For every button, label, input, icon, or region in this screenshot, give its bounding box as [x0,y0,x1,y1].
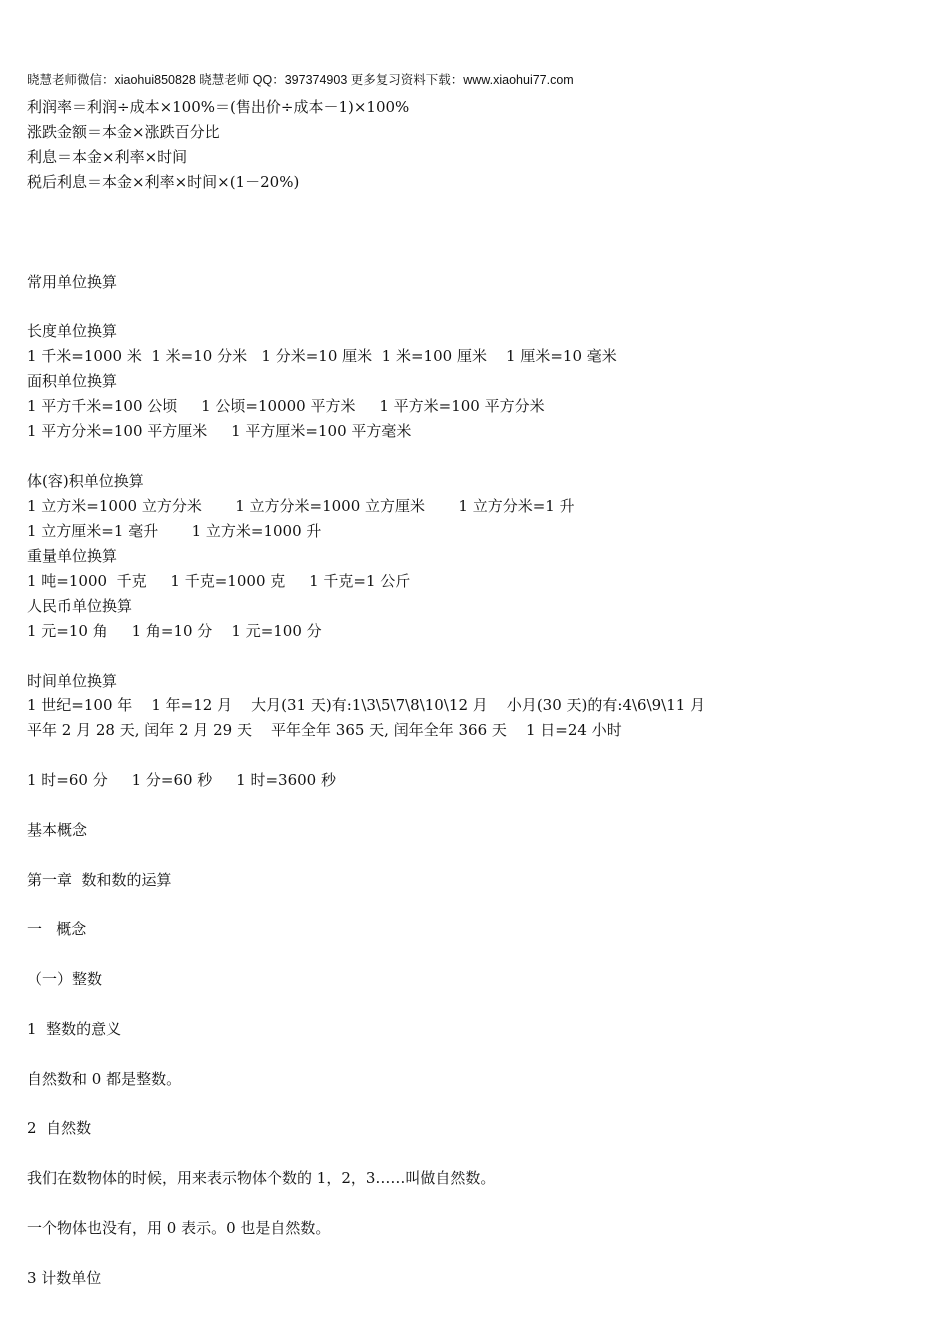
section-title-unit-conversion: 常用单位换算 [27,273,118,291]
area-line-2: 1 平方分米=100 平方厘米 1 平方厘米=100 平方毫米 [27,422,412,440]
item-1-text: 自然数和 0 都是整数。 [27,1070,182,1088]
formula-after-tax-interest: 税后利息＝本金×利率×时间×(1－20%) [27,173,300,191]
area-line-1: 1 平方千米=100 公顷 1 公顷=10000 平方米 1 平方米=100 平方分米 [27,397,545,415]
volume-line-2: 1 立方厘米=1 毫升 1 立方米=1000 升 [27,522,322,540]
chapter-title: 第一章 数和数的运算 [27,871,172,889]
subsection-title: （一）整数 [27,970,103,988]
formula-change-amount: 涨跌金额＝本金×涨跌百分比 [27,123,220,141]
formula-interest: 利息＝本金×利率×时间 [27,148,188,166]
weight-title: 重量单位换算 [27,547,118,565]
section-title: 一 概念 [27,920,87,938]
item-1-title: 1 整数的意义 [27,1020,122,1038]
time-line-2: 平年 2 月 28 天, 闰年 2 月 29 天 平年全年 365 天, 闰年全年 366 天 1 日=24 小时 [27,721,622,739]
area-title: 面积单位换算 [27,372,118,390]
concepts-title: 基本概念 [27,821,88,839]
volume-line-1: 1 立方米=1000 立方分米 1 立方分米=1000 立方厘米 1 立方分米=1 升 [27,497,575,515]
time-line-1: 1 世纪=100 年 1 年=12 月 大月(31 天)有:1\3\5\7\8\10\12 月 小月(30 天)的有:4\6\9\11 月 [27,696,706,714]
page-header: 晓慧老师微信：xiaohui850828 晓慧老师 QQ：397374903 更多复习资料下载：www.xiaohui77.com [27,73,574,87]
volume-title: 体(容)积单位换算 [27,472,144,490]
length-title: 长度单位换算 [27,322,118,340]
formula-profit-rate: 利润率＝利润÷成本×100%＝(售出价÷成本－1)×100% [27,98,410,116]
weight-line: 1 吨=1000 千克 1 千克=1000 克 1 千克=1 公斤 [27,572,411,590]
rmb-line: 1 元=10 角 1 角=10 分 1 元=100 分 [27,622,322,640]
item-3-title: 3 计数单位 [27,1269,102,1287]
time-line-3: 1 时=60 分 1 分=60 秒 1 时=3600 秒 [27,771,336,789]
length-line: 1 千米=1000 米 1 米=10 分米 1 分米=10 厘米 1 米=100 厘米 1 厘米=10 毫米 [27,347,617,365]
item-2-text-1: 我们在数物体的时候，用来表示物体个数的 1，2，3……叫做自然数。 [27,1169,496,1187]
rmb-title: 人民币单位换算 [27,597,133,615]
time-title: 时间单位换算 [27,672,118,690]
item-2-title: 2 自然数 [27,1119,92,1137]
item-2-text-2: 一个物体也没有，用 0 表示。0 也是自然数。 [27,1219,331,1237]
